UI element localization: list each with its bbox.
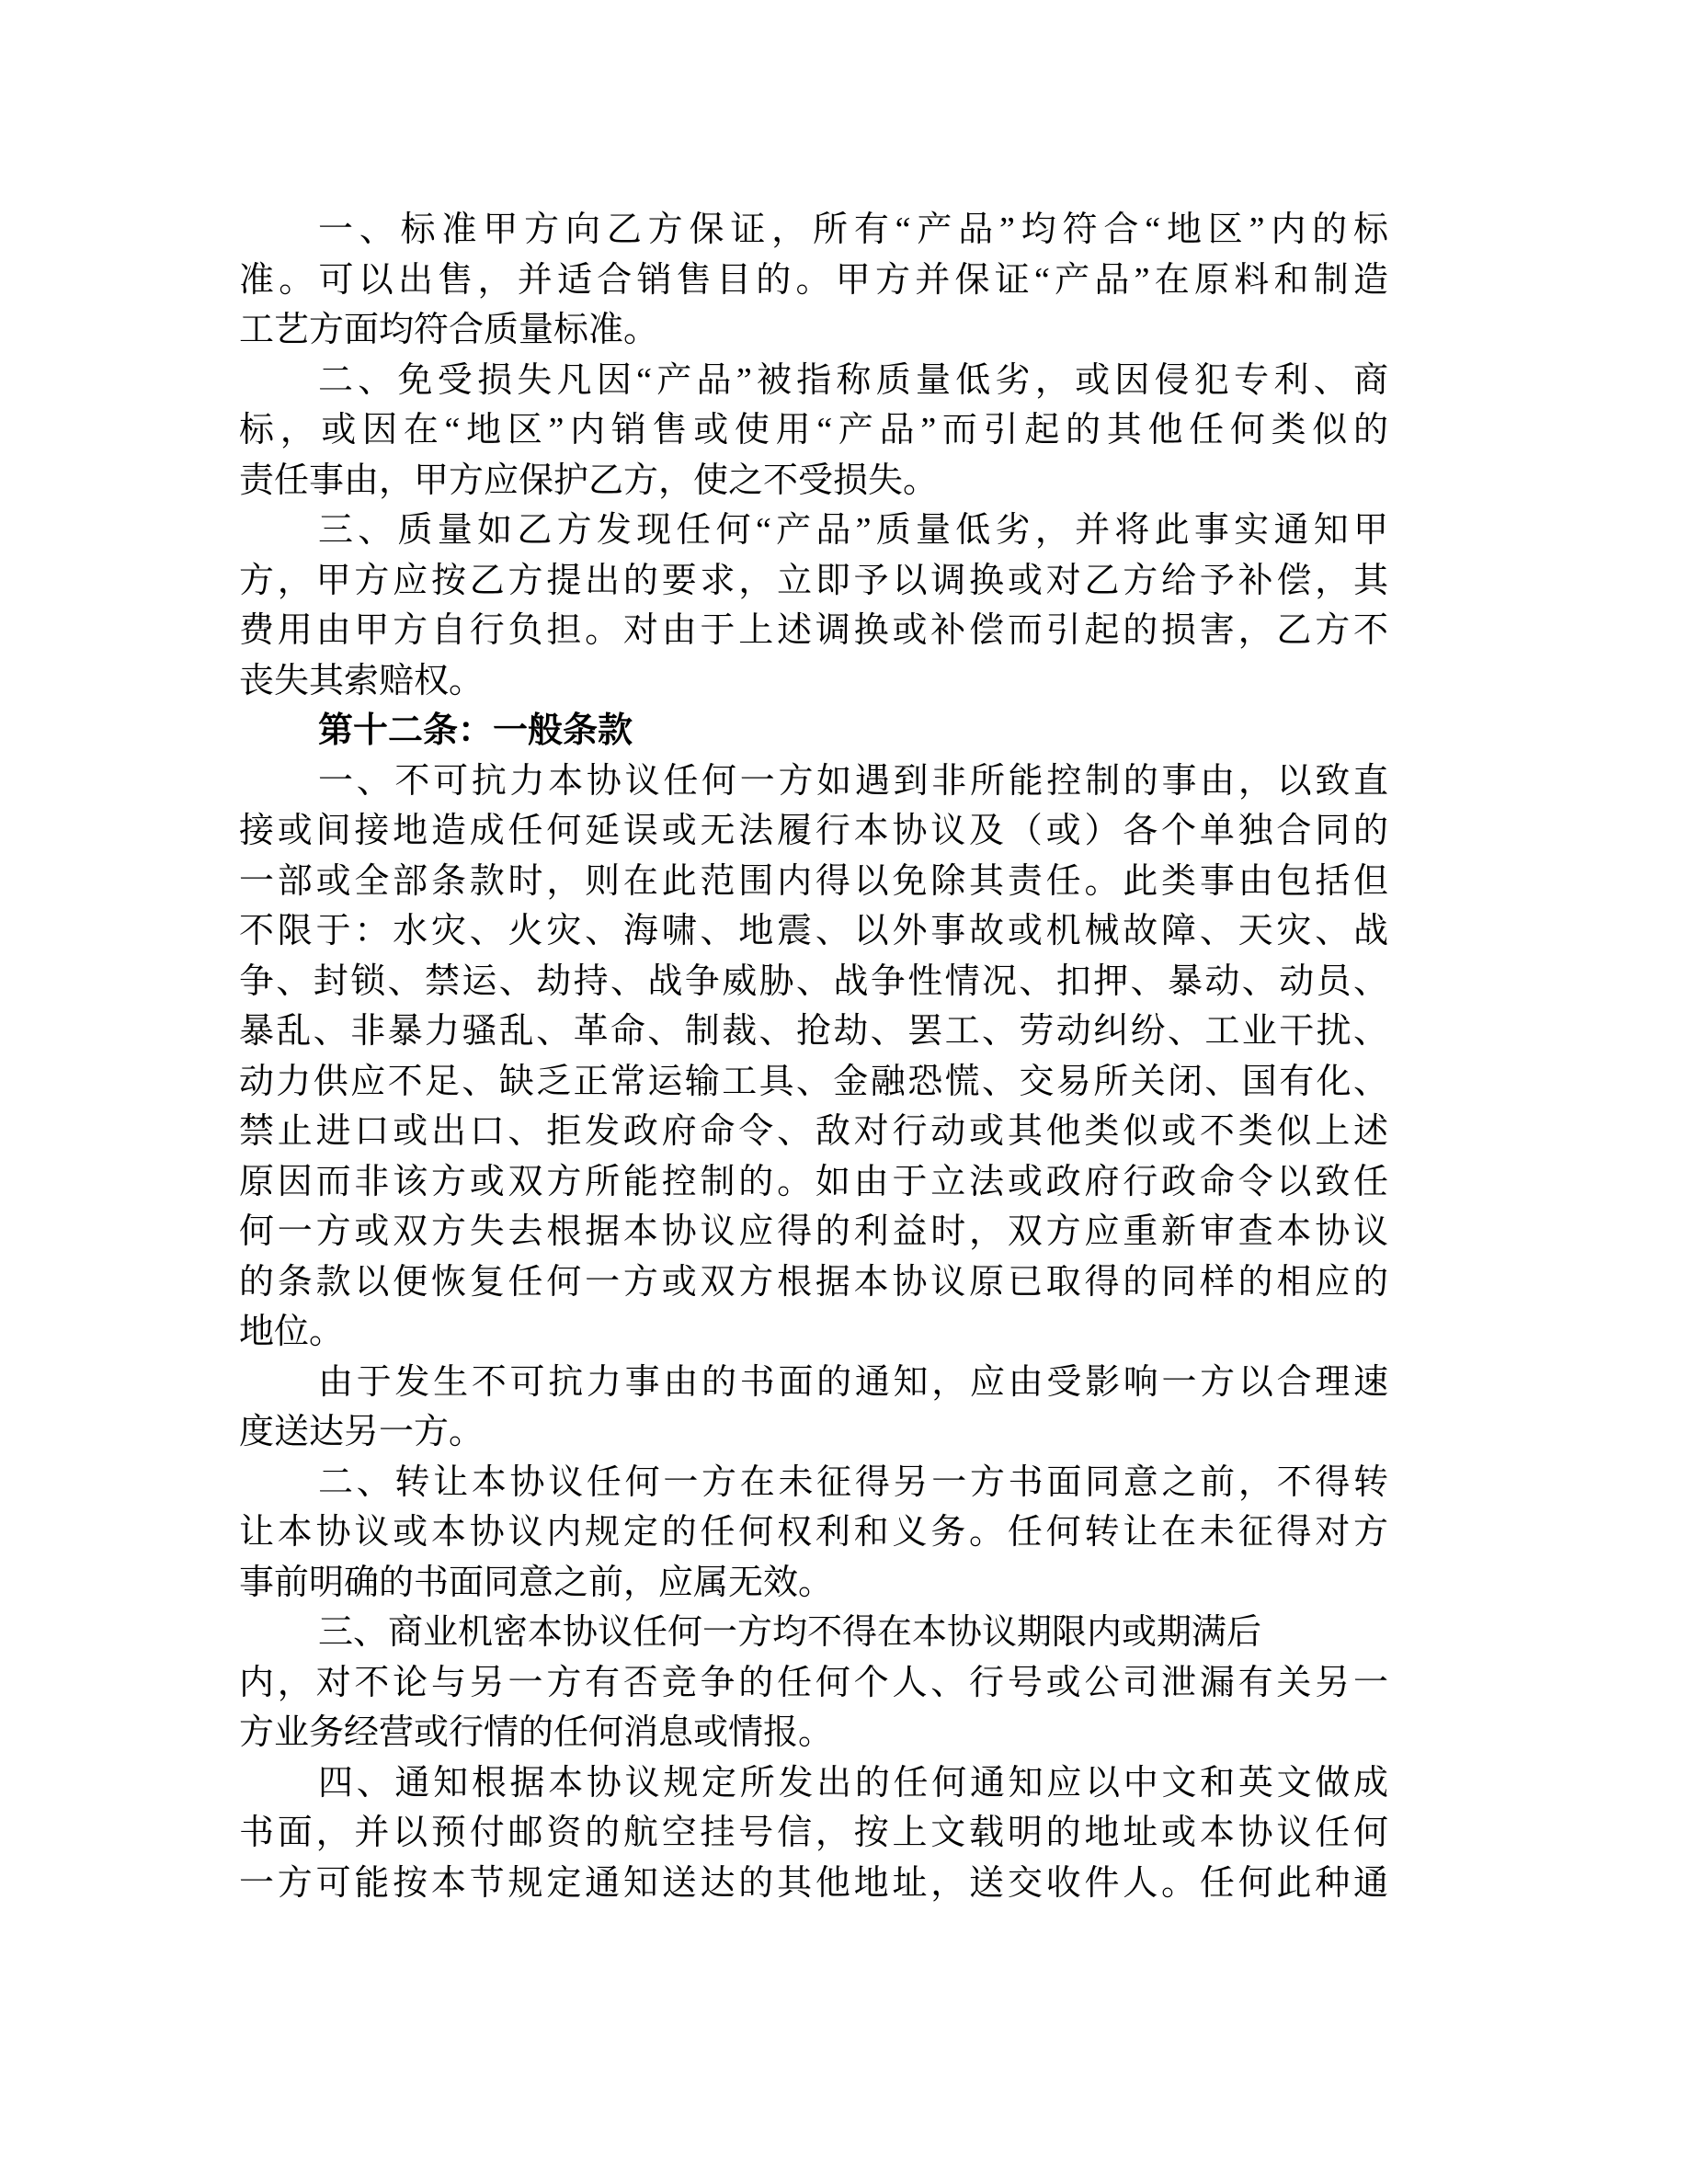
document-line: 地位。	[239, 1313, 345, 1351]
document-line: 三、质量如乙方发现任何“产品”质量低劣，并将此事实通知甲	[318, 511, 1388, 550]
section-heading: 第十二条：一般条款	[318, 711, 633, 750]
document-line: 一部或全部条款时，则在此范围内得以免除其责任。此类事由包括但	[239, 861, 1388, 901]
document-line: 让本协议或本协议内规定的任何权利和义务。任何转让在未征得对方	[239, 1513, 1388, 1552]
document-line: 由于发生不可抗力事由的书面的通知，应由受影响一方以合理速	[318, 1362, 1388, 1402]
document-line: 二、转让本协议任何一方在未征得另一方书面同意之前，不得转	[318, 1462, 1388, 1502]
document-line: 动力供应不足、缺乏正常运输工具、金融恐慌、交易所关闭、国有化、	[239, 1062, 1388, 1101]
document-line: 一、标准甲方向乙方保证，所有“产品”均符合“地区”内的标	[318, 210, 1388, 249]
document-line: 二、免受损失凡因“产品”被指称质量低劣，或因侵犯专利、商	[318, 360, 1388, 400]
document-line: 何一方或双方失去根据本协议应得的利益时，双方应重新审查本协议	[239, 1212, 1388, 1251]
document-line: 一、不可抗力本协议任何一方如遇到非所能控制的事由，以致直	[318, 761, 1388, 801]
document-line: 费用由甲方自行负担。对由于上述调换或补偿而引起的损害，乙方不	[239, 611, 1388, 650]
document-line: 原因而非该方或双方所能控制的。如由于立法或政府行政命令以致任	[239, 1162, 1388, 1201]
document-line: 度送达另一方。	[239, 1413, 485, 1451]
document-line: 四、通知根据本协议规定所发出的任何通知应以中文和英文做成	[318, 1763, 1388, 1803]
document-line: 争、封锁、禁运、劫持、战争威胁、战争性情况、扣押、暴动、动员、	[239, 961, 1388, 1001]
document-line: 接或间接地造成任何延误或无法履行本协议及（或）各个单独合同的	[239, 812, 1388, 850]
document-line: 一方可能按本节规定通知送达的其他地址，送交收件人。任何此种通	[239, 1863, 1388, 1903]
document-line: 方业务经营或行情的任何消息或情报。	[239, 1713, 834, 1752]
document-line: 责任事由，甲方应保护乙方，使之不受损失。	[239, 461, 939, 500]
document-body	[239, 205, 1388, 1908]
document-line: 丧失其索赔权。	[239, 661, 485, 700]
document-line: 工艺方面均符合质量标准。	[239, 311, 659, 349]
document-line: 三、商业机密本协议任何一方均不得在本协议期限内或期满后	[318, 1613, 1262, 1652]
document-line: 内，对不论与另一方有否竞争的任何个人、行号或公司泄漏有关另一	[239, 1663, 1388, 1702]
document-line: 暴乱、非暴力骚乱、革命、制裁、抢劫、罢工、劳动纠纷、工业干扰、	[239, 1012, 1388, 1051]
document-line: 方，甲方应按乙方提出的要求，立即予以调换或对乙方给予补偿，其	[239, 561, 1388, 600]
document-line: 事前明确的书面同意之前，应属无效。	[239, 1563, 834, 1602]
document-line: 的条款以便恢复任何一方或双方根据本协议原已取得的同样的相应的	[239, 1262, 1388, 1302]
document-line: 书面，并以预付邮资的航空挂号信，按上文载明的地址或本协议任何	[239, 1814, 1388, 1852]
document-line: 不限于：水灾、火灾、海啸、地震、以外事故或机械故障、天灾、战	[239, 912, 1388, 950]
document-line: 标，或因在“地区”内销售或使用“产品”而引起的其他任何类似的	[239, 411, 1388, 449]
document-line: 准。可以出售，并适合销售目的。甲方并保证“产品”在原料和制造	[239, 260, 1388, 300]
document-line: 禁止进口或出口、拒发政府命令、敌对行动或其他类似或不类似上述	[239, 1112, 1388, 1151]
